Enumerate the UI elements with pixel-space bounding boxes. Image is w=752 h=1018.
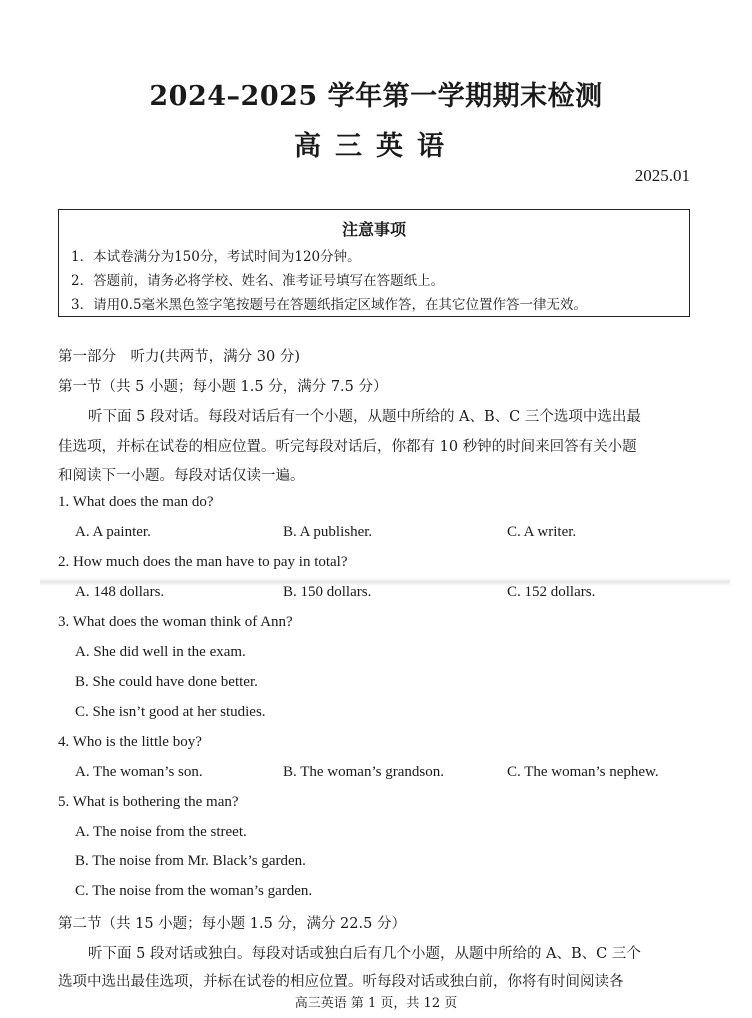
question-5-option-a: A. The noise from the street. <box>75 824 247 840</box>
question-5-option-b: B. The noise from Mr. Black’s garden. <box>75 853 306 869</box>
section2-instruction-line-1: 听下面 5 段对话或独白。每段对话或独白后有几个小题，从题中所给的 A、B、C 三个 <box>88 946 641 962</box>
question-4-option-c: C. The woman’s nephew. <box>507 764 659 780</box>
question-3-option-b: B. She could have done better. <box>75 674 258 690</box>
question-2-option-a: A. 148 dollars. <box>75 584 165 600</box>
question-1-stem: 1. What does the man do? <box>58 494 214 510</box>
notice-title: 注意事项 <box>341 220 406 239</box>
question-4-stem: 4. Who is the little boy? <box>58 734 202 750</box>
page-footer: 高三英语 第 1 页，共 12 页 <box>294 996 458 1011</box>
section1-instruction-line-3: 和阅读下一小题。每段对话仅读一遍。 <box>58 468 305 484</box>
question-3-option-c: C. She isn’t good at her studies. <box>75 704 266 720</box>
part1-title: 第一部分 听力(共两节，满分 30 分) <box>58 349 300 365</box>
section2-instruction-line-2: 选项中选出最佳选项，并标在试卷的相应位置。听每段对话或独白前，你将有时间阅读各 <box>58 974 624 990</box>
question-2-stem: 2. How much does the man have to pay in total? <box>58 554 348 570</box>
question-4-option-b: B. The woman’s grandson. <box>283 764 444 780</box>
question-1-option-c: C. A writer. <box>507 524 577 540</box>
question-3-option-a: A. She did well in the exam. <box>75 644 246 660</box>
notice-box <box>58 209 690 317</box>
question-5-option-c: C. The noise from the woman’s garden. <box>75 883 313 899</box>
question-2-option-b: B. 150 dollars. <box>283 584 372 600</box>
notice-item-1: 1．本试卷满分为150分，考试时间为120分钟。 <box>71 249 361 265</box>
question-3-stem: 3. What does the woman think of Ann? <box>58 614 293 630</box>
section1-title: 第一节（共 5 小题；每小题 1.5 分，满分 7.5 分） <box>58 379 388 395</box>
subject-title: 高三英语 <box>294 131 458 162</box>
notice-item-3: 3．请用0.5毫米黑色签字笔按题号在答题纸指定区域作答，在其它位置作答一律无效。 <box>71 297 588 313</box>
section2-title: 第二节（共 15 小题；每小题 1.5 分，满分 22.5 分） <box>58 916 406 932</box>
question-5-stem: 5. What is bothering the man? <box>58 794 239 810</box>
section1-instruction-line-2: 佳选项，并标在试卷的相应位置。听完每段对话后，你都有 10 秒钟的时间来回答有关小题 <box>58 439 637 455</box>
exam-date: 2025.01 <box>634 166 690 185</box>
question-1-option-a: A. A painter. <box>75 524 151 540</box>
question-1-option-b: B. A publisher. <box>283 524 373 540</box>
exam-title: 2024–2025 学年第一学期期末检测 <box>149 81 603 112</box>
question-2-option-c: C. 152 dollars. <box>507 584 596 600</box>
section1-instruction-line-1: 听下面 5 段对话。每段对话后有一个小题，从题中所给的 A、B、C 三个选项中选出最 <box>88 409 641 425</box>
question-4-option-a: A. The woman’s son. <box>75 764 203 780</box>
notice-item-2: 2．答题前，请务必将学校、姓名、准考证号填写在答题纸上。 <box>71 273 445 289</box>
